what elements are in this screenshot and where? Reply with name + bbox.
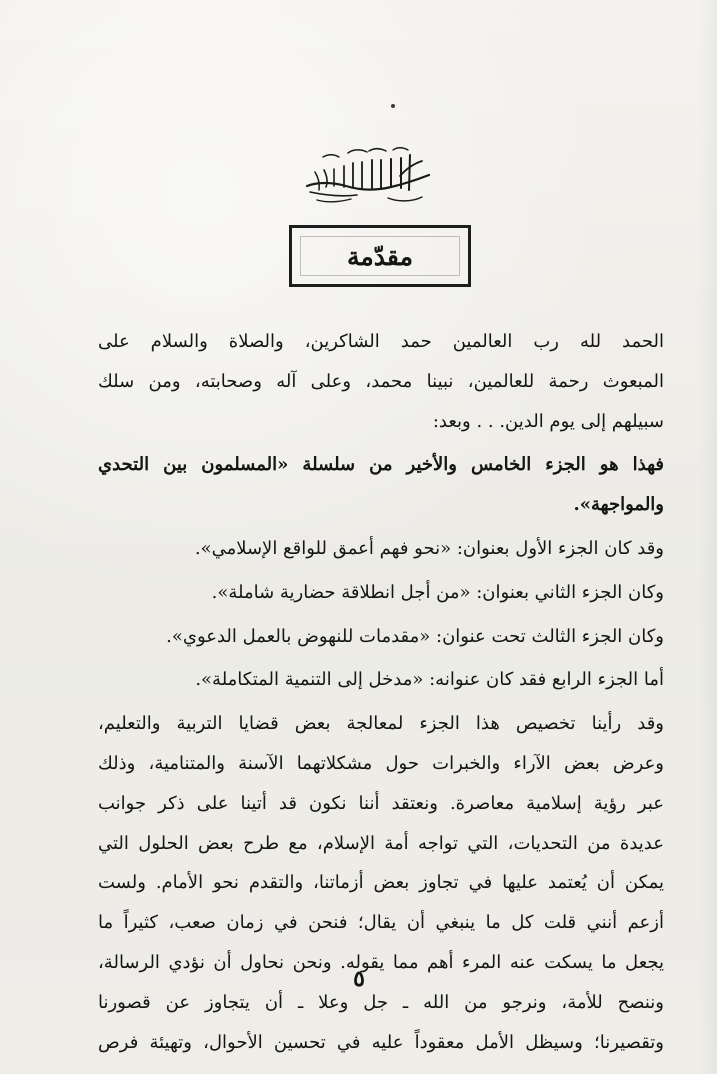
text-line: عديدة من التحديات، التي تواجه أمة الإسلام، مع طرح بعض الحلول التي [98, 832, 664, 854]
paragraph-part-three [98, 617, 664, 657]
text-line: والمواجهة». [573, 494, 664, 516]
page-number: ٥ [353, 966, 365, 992]
text-line: فهذا هو الجزء الخامس والأخير من سلسلة «المسلمون بين التحدي [98, 454, 664, 476]
text-line: يمكن أن يُعتمد عليها في تجاوز بعض أزماتنا، والتقدم نحو الأمام. ولست [98, 872, 664, 894]
text-line: وكان الجزء الثاني بعنوان: «من أجل انطلاقة حضارية شاملة». [211, 581, 664, 603]
text-line: أزعم أنني قلت كل ما ينبغي أن يقال؛ فنحن في زمان صعب، كثيراً ما [98, 912, 664, 934]
text-line: وتقصيرنا؛ وسيظل الأمل معقوداً عليه في تحسين الأحوال، وتهيئة فرص [98, 1031, 664, 1053]
top-dot-mark [391, 104, 395, 108]
page-title: مقدّمة [347, 241, 413, 271]
page-edge-shadow [699, 0, 717, 1074]
paragraph-part-one [98, 529, 664, 569]
text-line: وقد كان الجزء الأول بعنوان: «نحو فهم أعمق للواقع الإسلامي». [194, 537, 664, 559]
body-text [98, 322, 664, 1062]
text-line: عبر رؤية إسلامية معاصرة. ونعتقد أننا نكون قد أتينا على ذكر جوانب [98, 792, 664, 814]
text-line: يجعل ما يسكت عنه المرء أهم مما يقوله. ونحن نحاول أن نؤدي الرسالة، [98, 951, 664, 973]
text-line: الحمد لله رب العالمين حمد الشاكرين، والصلاة والسلام على [98, 331, 664, 352]
text-line: أما الجزء الرابع فقد كان عنوانه: «مدخل إلى التنمية المتكاملة». [195, 669, 664, 691]
text-line: المبعوث رحمة للعالمين، نبينا محمد، وعلى آله وصحابته، ومن سلك [98, 370, 664, 392]
basmala-calligraphy-icon [292, 142, 442, 212]
introduction-title-box [289, 225, 471, 287]
text-line: سبيلهم إلى يوم الدين. . . وبعد: [432, 410, 664, 432]
paragraph-series-intro [98, 445, 664, 525]
paragraph-opening [98, 322, 664, 441]
paragraph-part-four [98, 660, 664, 700]
text-line: وعرض بعض الآراء والخبرات حول مشكلاتهما الآسنة والمتنامية، وذلك [98, 752, 664, 774]
paragraph-part-two [98, 573, 664, 613]
text-line: وننصح للأمة، ونرجو من الله ـ جل وعلا ـ أن يتجاوز عن قصورنا [98, 991, 664, 1013]
text-line: وقد رأينا تخصيص هذا الجزء لمعالجة بعض قضايا التربية والتعليم، [98, 713, 664, 735]
paragraph-main-discussion [98, 704, 664, 1062]
text-line: وكان الجزء الثالث تحت عنوان: «مقدمات للنهوض بالعمل الدعوي». [166, 625, 664, 647]
